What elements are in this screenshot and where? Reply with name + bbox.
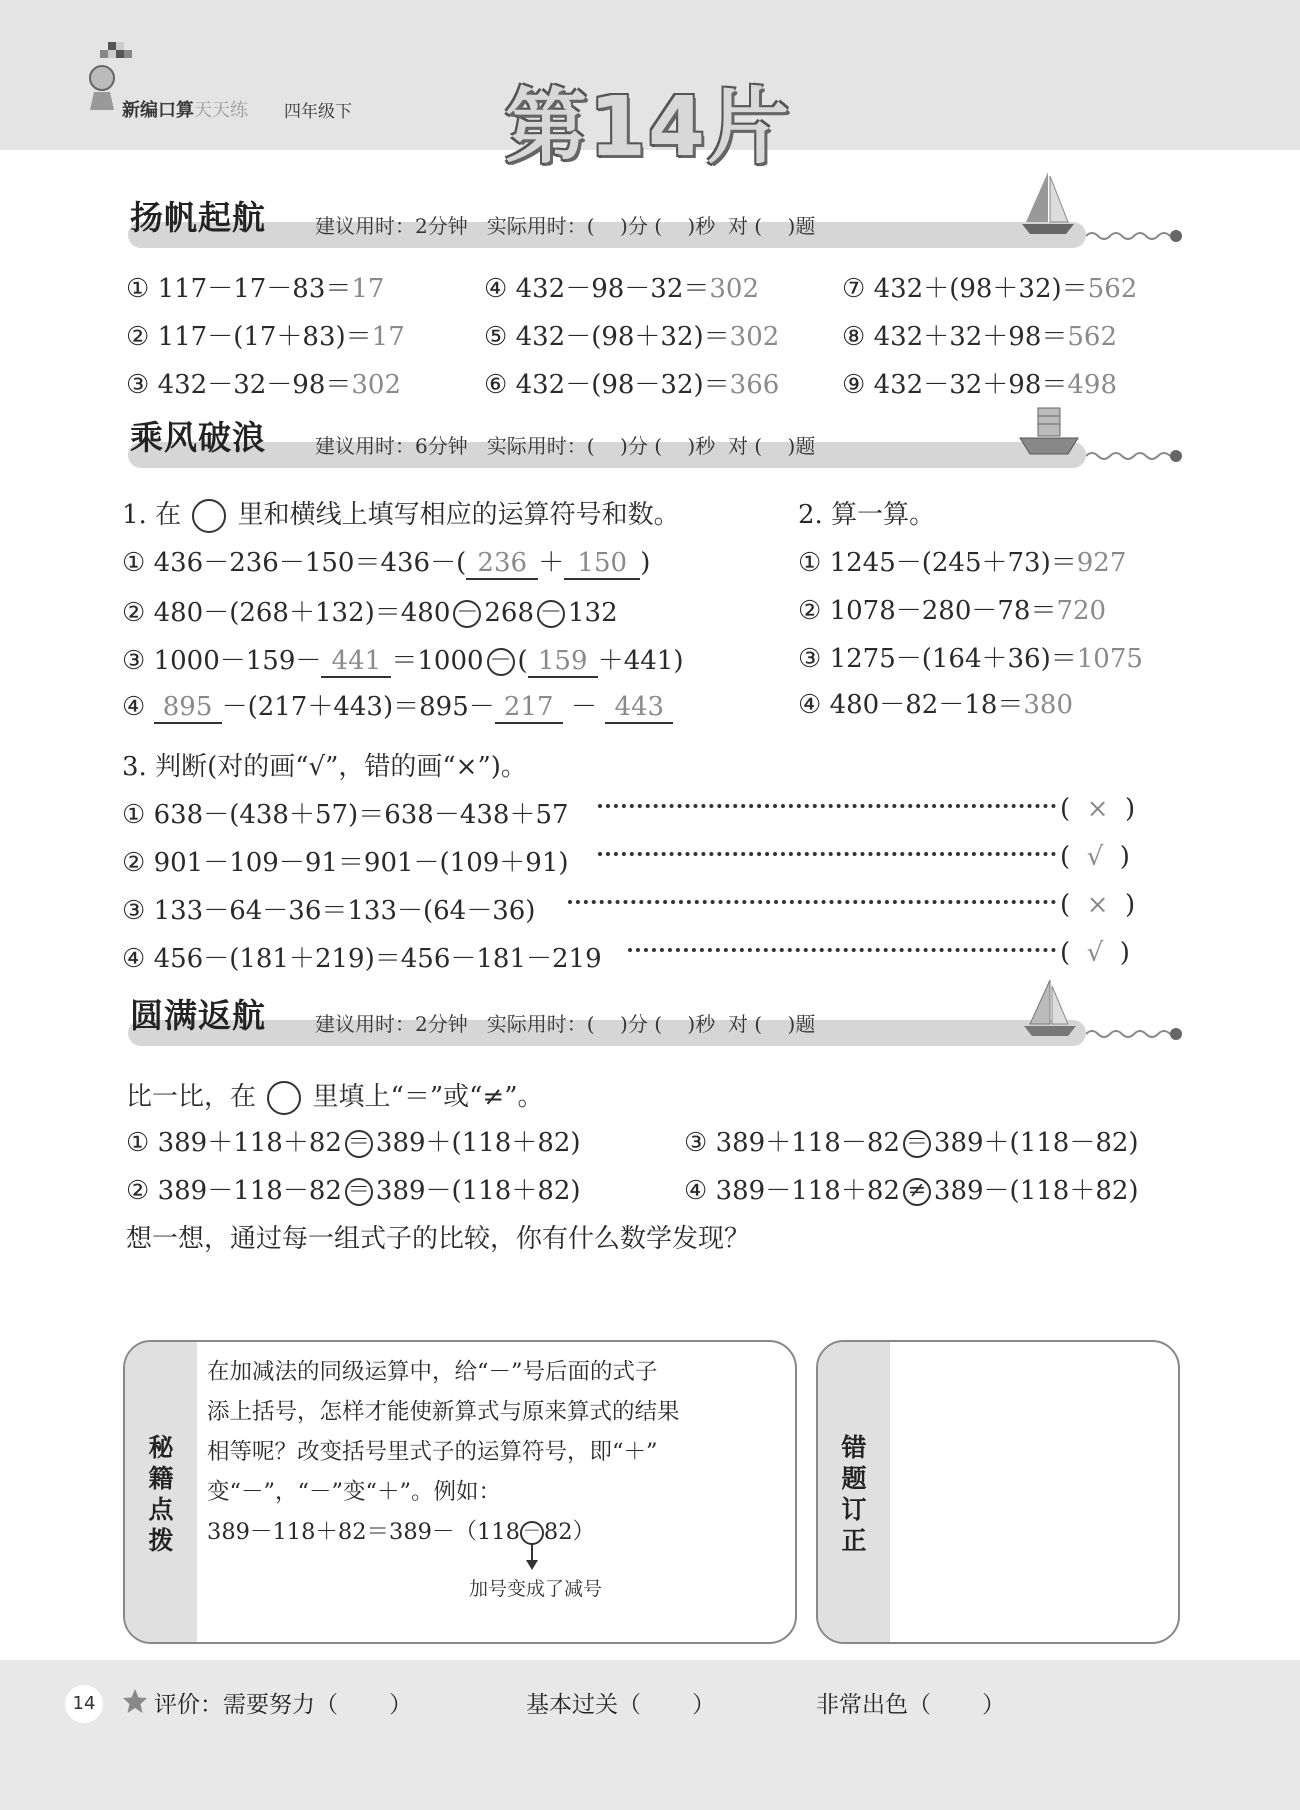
tips-label: 秘籍点拨 (148, 1433, 174, 1555)
tips-line-4: 变“－”，“－”变“＋”。例如： (207, 1479, 502, 1505)
section-title-1: 扬帆起航 (130, 198, 266, 237)
leader-dots (598, 804, 1056, 808)
arrow-down-icon (525, 1544, 539, 1570)
s1-item-8: ⑧ 432＋32＋98＝562 (842, 322, 1118, 352)
junk-ship-icon (1018, 404, 1080, 460)
q3-mark-2: ( √ ) (1060, 842, 1130, 872)
s3-item-3: ③ 389＋118－82 ＝ 389＋(118－82) (684, 1128, 1139, 1158)
s1-item-1: ① 117－17－83＝17 (126, 274, 385, 304)
tips-line-2: 添上括号，怎样才能使新算式与原来算式的结果 (207, 1399, 680, 1425)
s3-item-1: ① 389＋118＋82 ＝ 389＋(118＋82) (126, 1128, 581, 1158)
eval-excellent: 非常出色（ ） (816, 1692, 1006, 1718)
tips-box (123, 1340, 797, 1644)
q2-item-4: ④ 480－82－18＝380 (798, 690, 1074, 720)
q3-item-3: ③ 133－64－36＝133－(64－36) (122, 896, 536, 926)
circle-icon (267, 1081, 301, 1115)
section-info-1: 建议用时：2分钟 实际用时：( )分 ( )秒 对 ( )题 (315, 214, 816, 238)
q2-title: 2. 算一算。 (798, 500, 936, 530)
section-title-2: 乘风破浪 (130, 418, 266, 457)
correction-box (816, 1340, 1180, 1644)
s1-item-4: ④ 432－98－32＝302 (484, 274, 760, 304)
q2-item-2: ② 1078－280－78＝720 (798, 596, 1107, 626)
tips-example: 389－118＋82＝389－（118 － 82） (207, 1519, 596, 1545)
grade-label: 四年级下 (284, 102, 352, 122)
correction-label: 错题订正 (841, 1433, 867, 1555)
eval-basic: 基本过关（ ） (526, 1692, 716, 1718)
q3-item-2: ② 901－109－91＝901－(109＋91) (122, 848, 569, 878)
s1-item-5: ⑤ 432－(98＋32)＝302 (484, 322, 780, 352)
s1-item-9: ⑨ 432－32＋98＝498 (842, 370, 1118, 400)
section-info-3: 建议用时：2分钟 实际用时：( )分 ( )秒 对 ( )题 (315, 1012, 816, 1036)
q1-row-2: ② 480－(268＋132)＝480 － 268 － 132 (122, 598, 618, 628)
q1-row-4: ④ 895 －(217＋443)＝895－ 217 － 443 (122, 686, 673, 724)
wave-tail-icon (1086, 1020, 1186, 1046)
leader-dots (628, 948, 1056, 952)
footer-band (0, 1660, 1300, 1810)
circle-icon (192, 499, 226, 533)
page-number: 14 (65, 1685, 103, 1723)
s3-think: 想一想，通过每一组式子的比较，你有什么数学发现？ (126, 1224, 751, 1254)
section-title-3: 圆满返航 (130, 996, 266, 1035)
page-title: 第14片 (505, 80, 792, 175)
eval-needs-effort: 评价：需要努力（ ） (154, 1692, 413, 1718)
q2-item-1: ① 1245－(245＋73)＝927 (798, 548, 1127, 578)
q3-item-1: ① 638－(438＋57)＝638－438＋57 (122, 800, 569, 830)
leader-dots (598, 852, 1056, 856)
wave-tail-icon (1086, 442, 1186, 468)
q1-row-3: ③ 1000－159－ 441 ＝1000 － ( 159 ＋441) (122, 646, 684, 676)
q3-title: 3. 判断(对的画“√”，错的画“×”)。 (122, 752, 527, 782)
q3-item-4: ④ 456－(181＋219)＝456－181－219 (122, 944, 602, 974)
q1-row-1: ① 436－236－150＝436－( 236 ＋ 150 ) (122, 548, 651, 578)
s1-item-3: ③ 432－32－98＝302 (126, 370, 402, 400)
tips-line-3: 相等呢？改变括号里式子的运算符号，即“＋” (207, 1439, 658, 1465)
sailboat-icon (1020, 168, 1076, 238)
brand-name: 新编口算天天练 (122, 100, 248, 121)
tips-note: 加号变成了减号 (469, 1578, 603, 1600)
s1-item-7: ⑦ 432＋(98＋32)＝562 (842, 274, 1138, 304)
q3-mark-1: ( × ) (1060, 794, 1136, 824)
s1-item-6: ⑥ 432－(98－32)＝366 (484, 370, 780, 400)
star-icon (122, 1688, 148, 1714)
s3-item-4: ④ 389－118＋82 ≠ 389－(118＋82) (684, 1176, 1139, 1206)
q1-title: 1. 在 里和横线上填写相应的运算符号和数。 (122, 494, 680, 533)
leader-dots (568, 900, 1056, 904)
q2-item-3: ③ 1275－(164＋36)＝1075 (798, 644, 1143, 674)
sailboat-icon (1022, 976, 1078, 1040)
wave-tail-icon (1086, 222, 1186, 248)
section-info-2: 建议用时：6分钟 实际用时：( )分 ( )秒 对 ( )题 (315, 434, 816, 458)
s3-item-2: ② 389－118－82 ＝ 389－(118＋82) (126, 1176, 581, 1206)
s1-item-2: ② 117－(17＋83)＝17 (126, 322, 405, 352)
q3-mark-4: ( √ ) (1060, 938, 1130, 968)
q3-mark-3: ( × ) (1060, 890, 1136, 920)
tips-line-1: 在加减法的同级运算中，给“－”号后面的式子 (207, 1359, 658, 1385)
s3-prompt: 比一比，在 里填上“＝”或“≠”。 (126, 1076, 544, 1115)
